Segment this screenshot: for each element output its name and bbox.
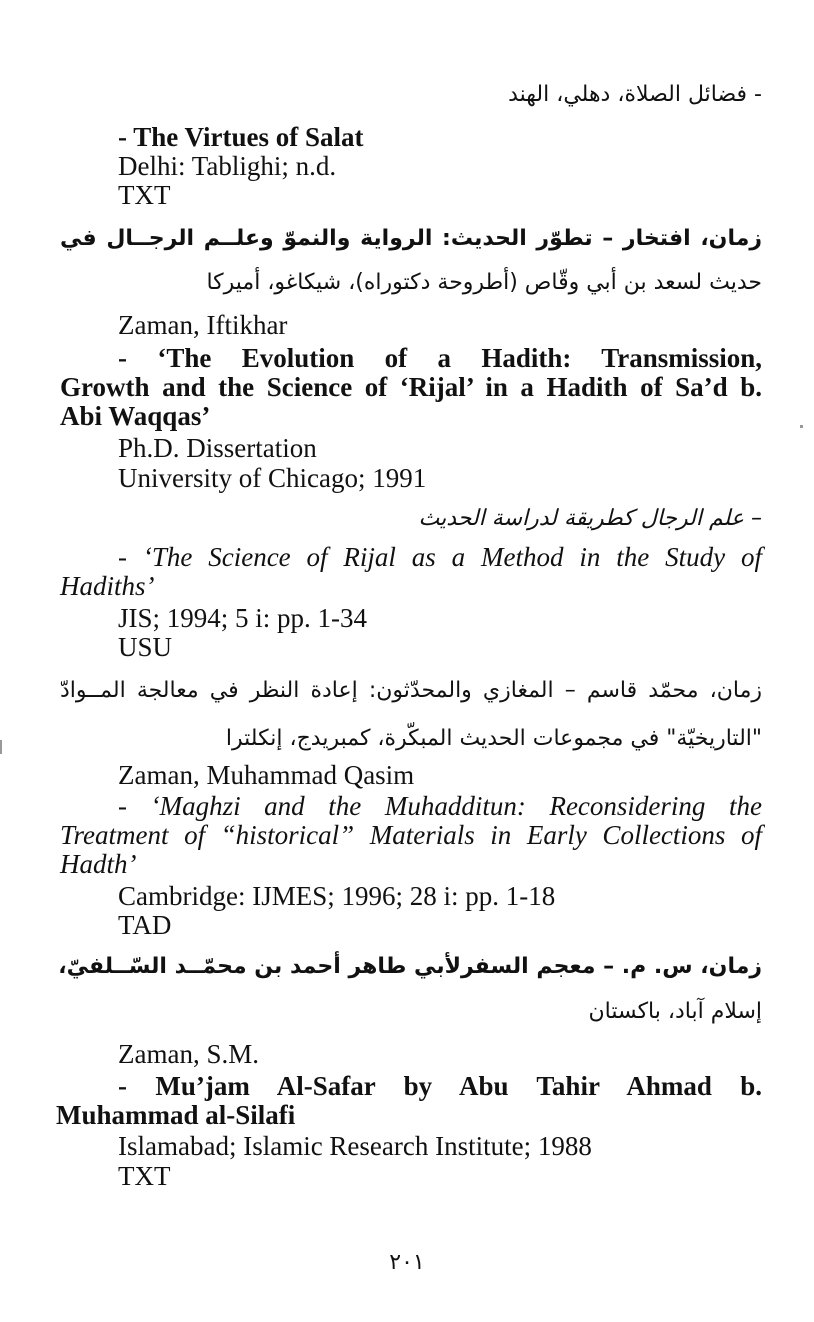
- entry-code: USU: [118, 632, 173, 662]
- arabic-title-line: - فضائل الصلاة، دهلي، الهند: [508, 82, 762, 107]
- entry-publication: Delhi: Tablighi; n.d.: [118, 151, 337, 181]
- entry-code: TAD: [118, 910, 172, 940]
- entry-author: Zaman, Iftikhar: [118, 310, 288, 340]
- entry-code: TXT: [118, 1161, 171, 1191]
- entry-title: - Mu’jam Al-Safar by Abu Tahir Ahmad b.: [118, 1071, 762, 1101]
- entry-publication: JIS; 1994; 5 i: pp. 1-34: [118, 603, 368, 633]
- page-number: ٢٠١: [389, 1250, 425, 1275]
- scan-edge-mark: [0, 740, 2, 754]
- arabic-title-line: إسلام آباد، باكستان: [588, 999, 762, 1024]
- entry-author: Zaman, S.M.: [118, 1039, 259, 1069]
- entry-title: - ‘Maghzi and the Muhadditun: Reconsidering the: [118, 791, 762, 821]
- arabic-title-line: "التاريخيّة" في مجموعات الحديث المبكّرة، كمبريدج، إنكلترا: [225, 726, 762, 751]
- entry-code: TXT: [118, 180, 171, 210]
- arabic-title-line: حديث لسعد بن أبي وقّاص (أطروحة دكتوراه)، شيكاغو، أميركا: [206, 270, 762, 295]
- entry-title: Growth and the Science of ‘Rijal’ in a Hadith of Sa’d b.: [60, 372, 762, 402]
- entry-title: - The Virtues of Salat: [118, 122, 364, 152]
- entry-publication: Cambridge: IJMES; 1996; 28 i: pp. 1-18: [118, 881, 556, 911]
- entry-title: Abi Waqqas’: [60, 401, 211, 431]
- entry-title: Hadiths’: [60, 571, 155, 601]
- entry-author: Zaman, Muhammad Qasim: [118, 760, 415, 790]
- arabic-title-line: – علم الرجال كطريقة لدراسة الحديث: [418, 506, 762, 531]
- entry-title: - ‘The Science of Rijal as a Method in the Study of: [118, 542, 762, 572]
- arabic-title-line: زمان، افتخار – تطوّر الحديث: الرواية والنموّ وعلــم الرجــال في: [60, 226, 762, 251]
- arabic-title-line: زمان، س. م. – معجم السفرلأبي طاهر أحمد بن محمّــد السّــلفيّ،: [58, 954, 762, 979]
- entry-title: - ‘The Evolution of a Hadith: Transmission,: [118, 343, 762, 373]
- entry-publication: University of Chicago; 1991: [118, 463, 427, 493]
- entry-title: Treatment of “historical” Materials in Early Collections of: [60, 820, 762, 850]
- entry-publication: Ph.D. Dissertation: [118, 433, 317, 463]
- entry-publication: Islamabad; Islamic Research Institute; 1988: [118, 1131, 592, 1161]
- arabic-title-line: زمان، محمّد قاسم – المغازي والمحدّثون: إعادة النظر في معالجة المــوادّ: [60, 678, 762, 703]
- entry-title: Hadth’: [60, 849, 137, 879]
- scan-speck: [800, 425, 803, 428]
- entry-title: Muhammad al-Silafi: [56, 1100, 296, 1130]
